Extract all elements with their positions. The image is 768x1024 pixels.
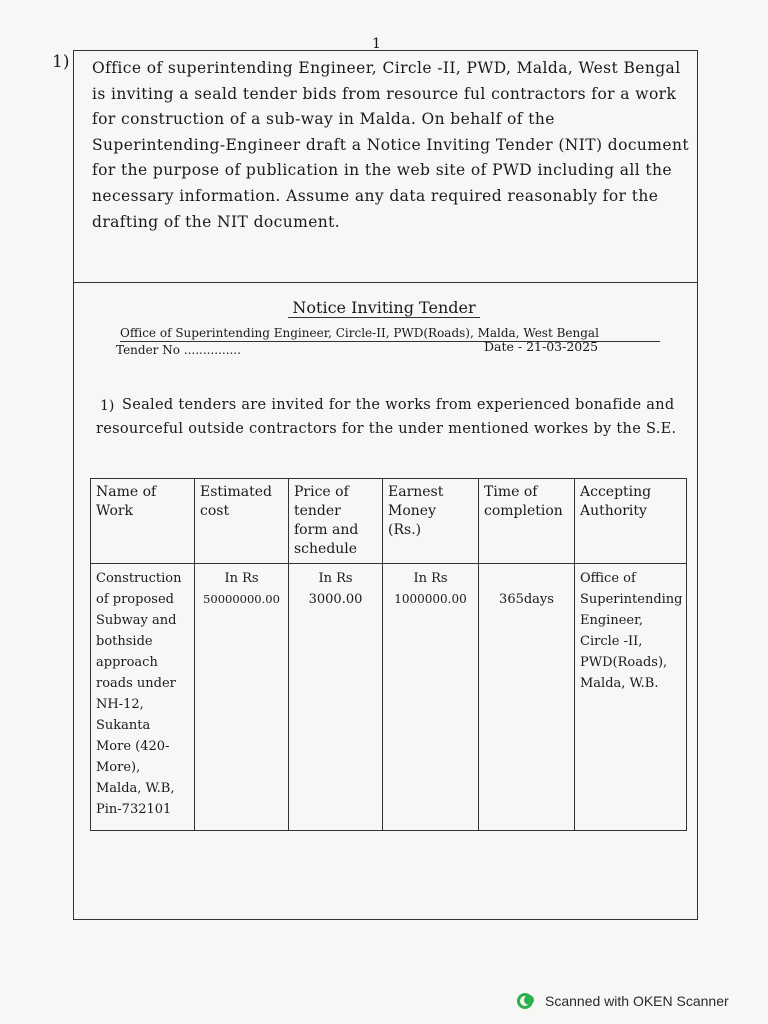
earnest-value: 1000000.00 [394, 592, 467, 606]
nit-paragraph: Sealed tenders are invited for the works from experienced bonafide and resourceful outside contractors for the under mentioned workes by the S.E. [96, 397, 677, 437]
para-number: 1) [100, 398, 115, 414]
scanner-text: Scanned with OKEN Scanner [545, 993, 729, 1009]
header-price-of-tender-form: Price of tender form and schedule [289, 479, 383, 564]
table-row [91, 564, 687, 831]
header-estimated-cost: Estimated cost [195, 479, 289, 564]
header-earnest-money: Earnest Money (Rs.) [383, 479, 479, 564]
tender-number: Tender No ............... [116, 343, 241, 357]
table-header-row [91, 479, 687, 564]
question-number: 1) [52, 52, 70, 72]
header-time-of-completion: Time of completion [479, 479, 575, 564]
nit-title: Notice Inviting Tender [0, 298, 768, 317]
estimated-cost-unit: In Rs [224, 571, 259, 586]
time-value: 365days [499, 592, 554, 607]
tender-table [90, 478, 687, 831]
cell-estimated-cost [195, 564, 289, 831]
price-unit: In Rs [318, 571, 353, 586]
earnest-unit: In Rs [413, 571, 448, 586]
scanner-footer [517, 991, 729, 1011]
oken-logo-icon [517, 991, 537, 1011]
tender-date: Date - 21-03-2025 [484, 339, 599, 354]
cell-time [479, 564, 575, 831]
estimated-cost-value: 50000000.00 [203, 592, 280, 606]
page-number: 1 [372, 36, 381, 52]
header-accepting-authority: Accepting Authority [575, 479, 687, 564]
cell-earnest-money [383, 564, 479, 831]
cell-price [289, 564, 383, 831]
divider [73, 282, 698, 283]
cell-authority: Office of Superintending Engineer, Circle -II, PWD(Roads), Malda, W.B. [575, 564, 687, 831]
nit-office: Office of Superintending Engineer, Circle-II, PWD(Roads), Malda, West Bengal [120, 326, 660, 342]
price-value: 3000.00 [308, 592, 363, 607]
header-name-of-work: Name of Work [91, 479, 195, 564]
question-text: Office of superintending Engineer, Circle -II, PWD, Malda, West Bengal is inviting a seald tender bids from resource ful contractors for a work for construction of a sub-way in Malda. On behalf of the Superintending-Engineer draft a Notice Inviting Tender (NIT) document for the purpose of publication in the web site of PWD including all the necessary information. Assume any data required reasonably for the drafting of the NIT document. [92, 59, 689, 231]
cell-name-of-work: Construction of proposed Subway and bothside approach roads under NH-12, Sukanta More (420-More), Malda, W.B, Pin-732101 [91, 564, 195, 831]
